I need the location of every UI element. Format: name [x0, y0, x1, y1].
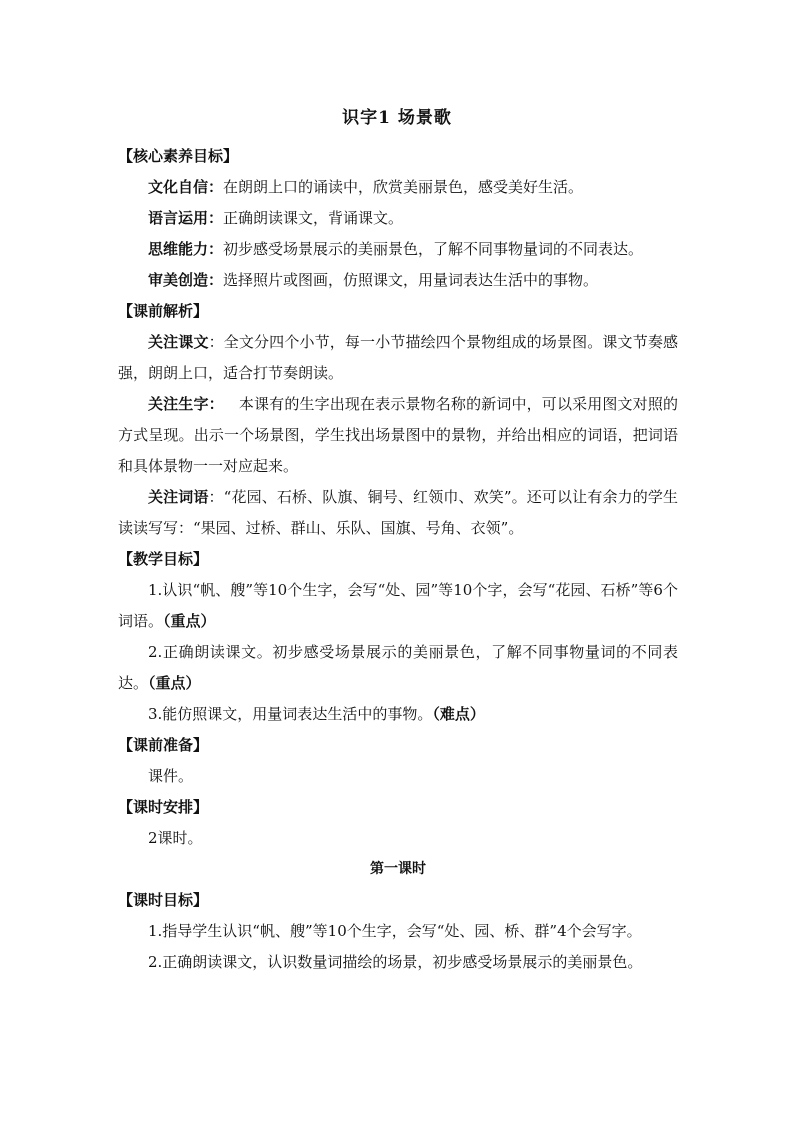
analysis-heading: 【课前解析】 — [118, 302, 209, 320]
document-body — [118, 141, 678, 978]
lesson-goal-item: 2.正确朗读课文，认识数量词描绘的场景，初步感受场景展示的美丽景色。 — [148, 953, 643, 971]
schedule-text: 2课时。 — [148, 829, 203, 847]
teaching-goals-heading: 【教学目标】 — [118, 550, 209, 568]
core-goal-item: 思维能力：初步感受场景展示的美丽景色，了解不同事物量词的不同表达。 — [148, 240, 644, 258]
core-goal-item: 审美创造：选择照片或图画，仿照课文，用量词表达生活中的事物。 — [148, 271, 599, 289]
lesson-one-heading: 第一课时 — [370, 861, 426, 877]
analysis-paragraph-text: 关注课文：全文分四个小节，每一小节描绘四个景物组成的场景图。课文节奏感强，朗朗上口，适合打节奏朗读。 — [118, 333, 678, 382]
key-point-tag: （重点） — [148, 674, 201, 692]
analysis-paragraph-words: 关注词语：“花园、石桥、队旗、铜号、红领巾、欢笑”。还可以让有余力的学生读读写写：“果园、过桥、群山、乐队、国旗、号角、衣领”。 — [118, 488, 678, 537]
preparation-heading: 【课前准备】 — [118, 736, 209, 754]
lesson-goals-heading: 【课时目标】 — [118, 891, 209, 909]
preparation-text: 课件。 — [148, 767, 194, 785]
teaching-goal-item: 2.正确朗读课文。初步感受场景展示的美丽景色，了解不同事物量词的不同表达。（重点） — [118, 643, 678, 692]
difficult-point-tag: （难点） — [432, 705, 485, 723]
schedule-heading: 【课时安排】 — [118, 798, 209, 816]
teaching-goal-item: 1.认识“帆、艘”等10个生字，会写“处、园”等10个字，会写“花园、石桥”等6个词语。（重点） — [118, 581, 678, 630]
analysis-paragraph-characters: 关注生字： 本课有的生字出现在表示景物名称的新词中，可以采用图文对照的方式呈现。出示一个场景图，学生找出场景图中的景物，并给出相应的词语，把词语和具体景物一一对应起来。 — [118, 395, 678, 475]
core-goal-item: 语言运用：正确朗读课文，背诵课文。 — [148, 209, 404, 227]
core-goals-heading: 【核心素养目标】 — [118, 147, 239, 165]
core-goal-item: 文化自信：在朗朗上口的诵读中，欣赏美丽景色，感受美好生活。 — [148, 178, 584, 196]
teaching-goal-item: 3.能仿照课文，用量词表达生活中的事物。（难点） — [148, 705, 485, 723]
lesson-goal-item: 1.指导学生认识“帆、艘”等10个生字，会写“处、园、桥、群”4个会写字。 — [148, 922, 642, 940]
page-title: 识字1 场景歌 — [342, 108, 452, 128]
key-point-tag: （重点） — [163, 612, 216, 630]
